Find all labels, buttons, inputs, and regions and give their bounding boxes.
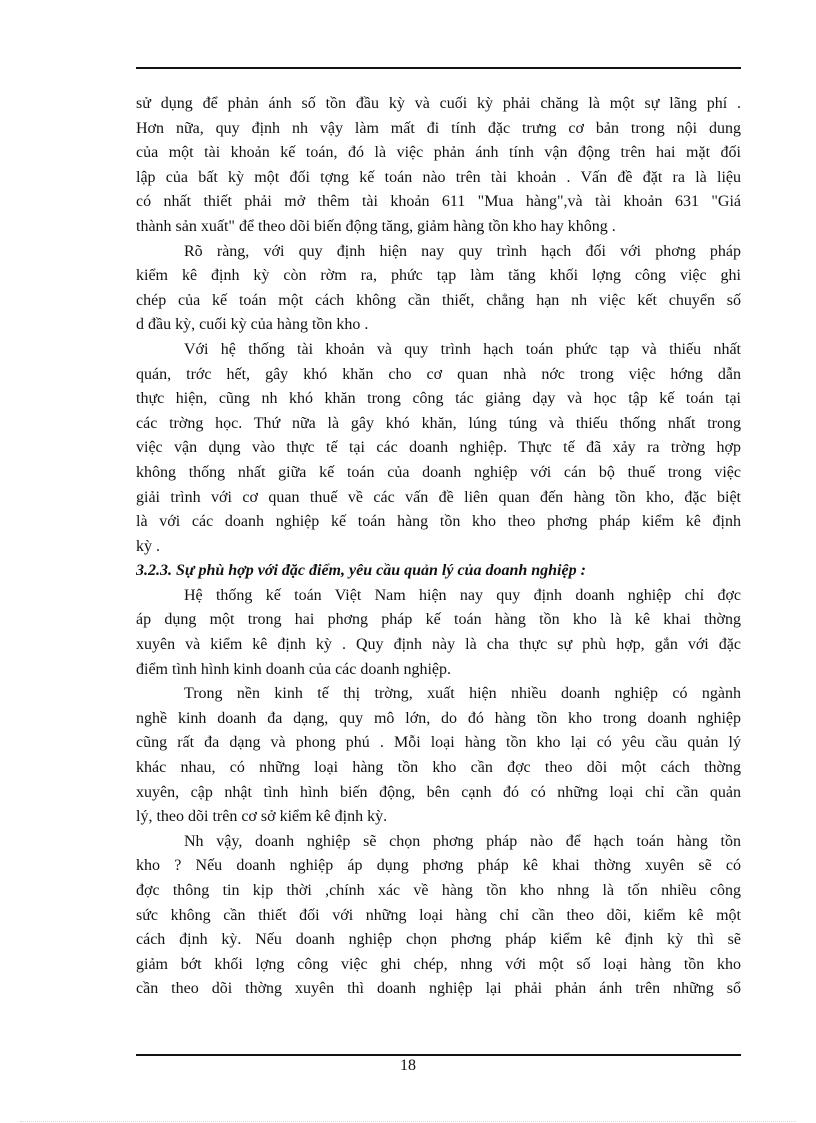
text-line: giải trình với cơ quan thuế về các vấn đề liên quan đến hàng tồn kho, đặc biệt — [136, 488, 741, 506]
text-line: lý, theo dõi trên cơ sở kiểm kê định kỳ. — [136, 808, 388, 826]
text-line: khác nhau, có những loại hàng tồn kho cần đợc theo dõi một cách thờng — [136, 759, 741, 777]
text-line: kỳ . — [136, 537, 160, 555]
text-line: điểm tình hình kinh doanh của các doanh nghiệp. — [136, 660, 452, 678]
text-line: thành sản xuất" để theo dõi biến động tăng, giảm hàng tồn kho hay không . — [136, 217, 616, 235]
text-line: đợc thông tin kịp thời ,chính xác về hàng tồn kho nhng là tốn nhiều công — [136, 882, 741, 899]
text-line: xuyên, cập nhật tình hình biến động, bên cạnh đó có những loại chỉ cần quản — [136, 783, 741, 801]
text-line: cần theo dõi thờng xuyên thì doanh nghiệp lại phải phản ánh trên những sổ — [136, 980, 741, 998]
text-line: việc vận dụng vào thực tế tại các doanh nghiệp. Thực tế đã xảy ra trờng hợp — [136, 439, 741, 457]
text-line: lập của bất kỳ một đối tợng kế toán nào trên tài khoản . Vấn đề đặt ra là liệu — [136, 168, 741, 186]
text-line: nghề kinh doanh đa dạng, quy mô lớn, do đó hàng tồn kho trong doanh nghiệp — [136, 709, 741, 727]
document-body — [136, 92, 741, 1002]
text-line: có nhất thiết phải mở thêm tài khoản 611 "Mua hàng",và tài khoản 631 "Giá — [136, 193, 741, 211]
text-line: sức không cần thiết đối với những loại hàng chỉ cần theo dõi, kiểm kê một — [136, 906, 741, 924]
text-line: cách định kỳ. Nếu doanh nghiệp chọn phơng pháp kiểm kê định kỳ thì sẽ — [136, 931, 741, 949]
text-line: giảm bớt khối lợng công việc ghi chép, nhng với một số loại hàng tồn kho — [136, 955, 741, 973]
page-number: 18 — [400, 1057, 416, 1074]
text-line: áp dụng một trong hai phơng pháp kế toán hàng tồn kho là kê khai thờng — [136, 611, 741, 629]
text-line: Hơn nữa, quy định nh vậy làm mất đi tính đặc trưng cơ bản trong nội dung — [136, 119, 741, 137]
text-line: cũng rất đa dạng và phong phú . Mỗi loại hàng tồn kho lại có yêu cầu quản lý — [136, 734, 741, 752]
text-line: Hệ thống kế toán Việt Nam hiện nay quy định doanh nghiệp chỉ đợc — [184, 586, 741, 604]
text-line: Trong nền kinh tế thị trờng, xuất hiện nhiều doanh nghiệp có ngành — [184, 685, 741, 703]
text-line: Nh vậy, doanh nghiệp sẽ chọn phơng pháp nào để hạch toán hàng tồn — [184, 832, 741, 850]
section-heading: 3.2.3. Sự phù hợp với đặc điểm, yêu cầu quản lý của doanh nghiệp : — [136, 562, 586, 580]
text-line: của một tài khoản kế toán, đó là việc phản ánh tính vận động trên hai mặt đối — [136, 144, 741, 162]
text-line: chép của kế toán một cách không cần thiết, chẳng hạn nh việc kết chuyển số — [136, 291, 741, 309]
text-line: là với các doanh nghiệp kế toán hàng tồn kho theo phơng pháp kiểm kê định — [136, 513, 741, 531]
text-line: Rõ ràng, với quy định hiện nay quy trình hạch đối với phơng pháp — [184, 242, 741, 260]
text-line: không thống nhất giữa kế toán của doanh nghiệp với cán bộ thuế trong việc — [136, 463, 741, 481]
text-line: thực hiện, cũng nh khó khăn trong công tác giảng dạy và học tập kế toán tại — [136, 390, 741, 408]
header-rule — [136, 67, 741, 69]
text-line: xuyên và kiểm kê định kỳ . Quy định này là cha thực sự phù hợp, gắn với đặc — [136, 636, 741, 654]
text-line: quán, trớc hết, gây khó khăn cho cơ quan nhà nớc trong việc hớng dẫn — [136, 365, 741, 383]
text-line: d đầu kỳ, cuối kỳ của hàng tồn kho . — [136, 316, 369, 334]
text-line: kiểm kê định kỳ còn rờm ra, phức tạp làm tăng khối lợng công việc ghi — [136, 267, 741, 285]
text-line: các trờng học. Thứ nữa là gây khó khăn, lúng túng và thiếu thống nhất trong — [136, 414, 741, 432]
page-edge-dots — [20, 1121, 796, 1122]
text-line: Với hệ thống tài khoản và quy trình hạch toán phức tạp và thiếu nhất — [184, 340, 741, 358]
text-line: sử dụng để phản ánh số tồn đầu kỳ và cuối kỳ phải chăng là một sự lãng phí . — [136, 95, 741, 112]
text-line: kho ? Nếu doanh nghiệp áp dụng phơng pháp kê khai thờng xuyên sẽ có — [136, 857, 741, 875]
